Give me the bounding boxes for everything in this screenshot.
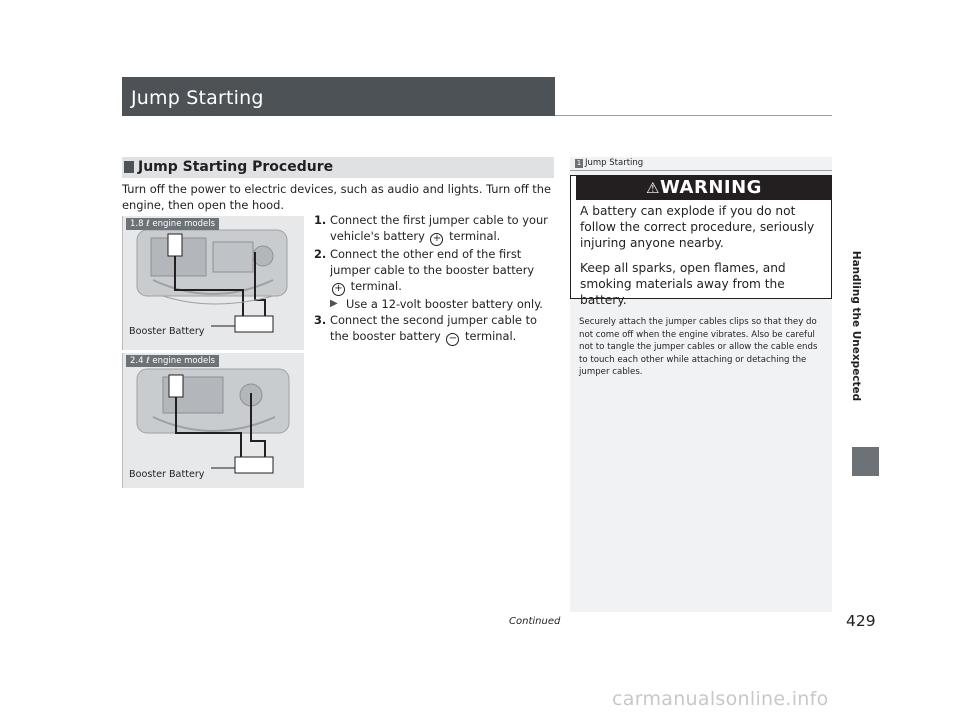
step-text-end: terminal. <box>465 329 517 343</box>
warning-title-text: WARNING <box>660 177 762 198</box>
continued-label: Continued <box>509 616 561 627</box>
page-number: 429 <box>846 612 876 630</box>
step-3 <box>314 312 554 346</box>
minus-terminal-icon: − <box>446 333 459 346</box>
arrow-right-icon: ▶ <box>330 298 338 309</box>
section-marker-icon <box>124 161 134 173</box>
chapter-tab <box>836 250 876 402</box>
title-rule-left <box>122 115 555 116</box>
warning-triangle-icon: ⚠ <box>646 179 660 197</box>
figure-2 <box>122 353 304 488</box>
chapter-tab-marker <box>852 447 879 476</box>
plus-terminal-icon: + <box>332 283 345 296</box>
step-text: Connect the second jumper cable to the booster battery <box>330 313 538 343</box>
step-1 <box>314 212 554 246</box>
sidebar-ref-text: Jump Starting <box>585 158 644 168</box>
step-text: Connect the first jumper cable to your vehicle's battery <box>330 213 548 243</box>
step-note <box>330 296 554 312</box>
figure-2-label: Booster Battery <box>129 469 205 480</box>
sidebar-ref <box>575 157 643 169</box>
step-text-end: terminal. <box>449 229 501 243</box>
page-title: Jump Starting <box>131 87 264 109</box>
step-text-end: terminal. <box>350 279 402 293</box>
section-heading: Jump Starting Procedure <box>138 159 334 175</box>
intro-text: Turn off the power to electric devices, such as audio and lights. Turn off the engine, then open the hood. <box>122 182 551 212</box>
figure-2-tag: 2.4 ℓ engine models <box>126 355 219 367</box>
engine-illustration-2 <box>123 353 304 488</box>
step-number: 3. <box>314 313 327 327</box>
reference-icon: 1 <box>576 159 582 167</box>
sidebar-body: Securely attach the jumper cables clips so that they do not come off when the engine vibrates. Also be careful not to tangle the jumper cables or allow the cable ends to touch each other while attaching or detaching the jumper cables. <box>579 317 818 378</box>
step-2 <box>314 246 554 312</box>
step-number: 2. <box>314 247 327 261</box>
chapter-tab-text: Handling the Unexpected <box>850 250 862 402</box>
step-number: 1. <box>314 213 327 227</box>
watermark: carmanualsonline.info <box>612 688 829 710</box>
figure-1-tag: 1.8 ℓ engine models <box>126 218 219 230</box>
steps-list <box>314 212 554 346</box>
step-text: Connect the other end of the first jumper cable to the booster battery <box>330 247 535 277</box>
warning-paragraph-2: Keep all sparks, open flames, and smoking materials away from the battery. <box>580 261 786 307</box>
warning-title <box>576 176 832 200</box>
plus-terminal-icon: + <box>430 233 443 246</box>
figure-1-label: Booster Battery <box>129 326 205 337</box>
step-note-text: Use a 12-volt booster battery only. <box>346 297 543 311</box>
warning-paragraph-1: A battery can explode if you do not follow the correct procedure, seriously injuring anyone nearby. <box>580 204 815 250</box>
title-rule <box>555 115 832 116</box>
